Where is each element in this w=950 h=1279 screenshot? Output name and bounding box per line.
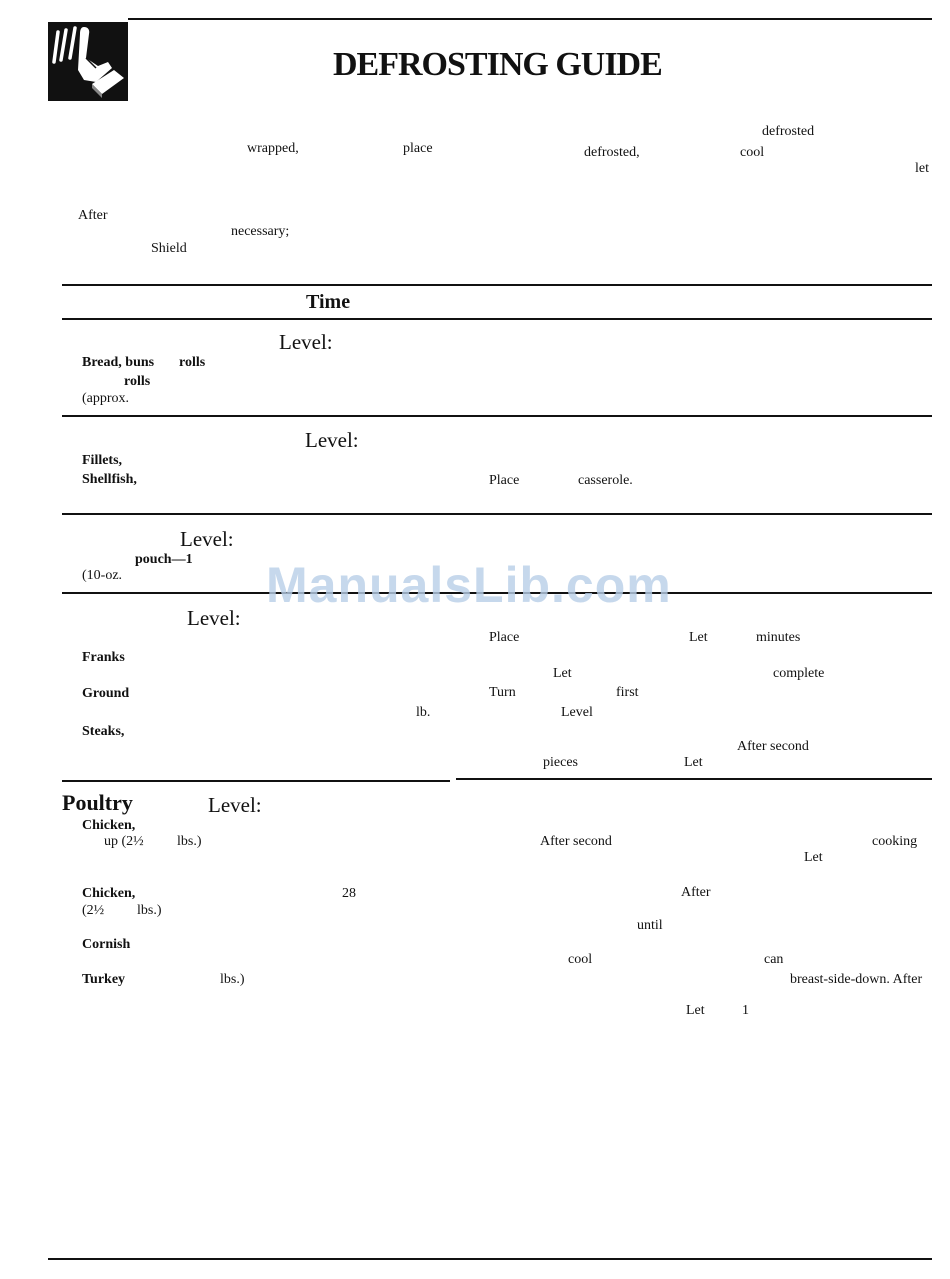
page-title: DEFROSTING GUIDE bbox=[333, 46, 662, 83]
poultry-level-label: Level: bbox=[208, 793, 262, 817]
section-rule bbox=[456, 778, 932, 780]
section-rule bbox=[62, 513, 932, 515]
poultry-text: until bbox=[637, 918, 663, 933]
top-rule bbox=[128, 18, 932, 20]
fish-level-label: Level: bbox=[305, 428, 359, 452]
poultry-text: Let bbox=[686, 1003, 705, 1018]
intro-text: necessary; bbox=[231, 224, 290, 239]
intro-text: place bbox=[403, 141, 433, 156]
meat-text: Let bbox=[684, 755, 703, 770]
poultry-item: lbs.) bbox=[220, 972, 245, 987]
poultry-text: can bbox=[764, 952, 784, 967]
poultry-text: cool bbox=[568, 952, 593, 967]
meat-text: complete bbox=[773, 666, 825, 681]
meat-text: pieces bbox=[543, 755, 578, 770]
intro-text: wrapped, bbox=[247, 141, 299, 156]
poultry-item: lbs.) bbox=[137, 903, 162, 918]
poultry-item: (2½ bbox=[82, 903, 105, 918]
intro-text: let bbox=[915, 161, 929, 176]
meat-text: Let bbox=[553, 666, 572, 681]
poultry-item: Chicken, bbox=[82, 886, 136, 901]
breads-level-label: Level: bbox=[279, 330, 333, 354]
intro-text: defrosted, bbox=[584, 145, 640, 160]
poultry-text: cooking bbox=[872, 834, 918, 849]
meat-item: Ground bbox=[82, 686, 130, 701]
meat-text: first bbox=[616, 685, 639, 700]
time-column-header: Time bbox=[306, 291, 351, 313]
intro-text: cool bbox=[740, 145, 765, 160]
meat-text: Level bbox=[561, 705, 593, 720]
meat-text: Let bbox=[689, 630, 708, 645]
section-rule bbox=[62, 415, 932, 417]
poultry-item: 28 bbox=[342, 886, 356, 901]
breads-item: rolls bbox=[179, 355, 206, 370]
intro-text: Shield bbox=[151, 241, 187, 256]
meat-text: minutes bbox=[756, 630, 801, 645]
vegetables-item: pouch—1 bbox=[135, 552, 193, 567]
poultry-heading: Poultry bbox=[62, 790, 133, 815]
meat-item: Steaks, bbox=[82, 724, 125, 739]
table-rule bbox=[62, 284, 932, 286]
breads-item: Bread, buns bbox=[82, 355, 155, 370]
meat-text: After second bbox=[737, 739, 809, 754]
meat-item: lb. bbox=[416, 705, 431, 720]
poultry-text: breast-side-down. After bbox=[790, 972, 923, 987]
breads-item: (approx. bbox=[82, 391, 130, 406]
fish-item: Shellfish, bbox=[82, 472, 137, 487]
section-rule bbox=[62, 780, 450, 782]
meat-text: Place bbox=[489, 630, 520, 645]
bottom-rule bbox=[48, 1258, 932, 1260]
poultry-text: After second bbox=[540, 834, 612, 849]
poultry-text: After bbox=[681, 885, 711, 900]
intro-text: defrosted bbox=[762, 124, 815, 139]
vegetables-level-label: Level: bbox=[180, 527, 234, 551]
hand-pressing-button-icon bbox=[48, 22, 128, 101]
poultry-text: Let bbox=[804, 850, 823, 865]
poultry-text: 1 bbox=[742, 1003, 749, 1018]
fish-text: Place bbox=[489, 473, 520, 488]
fish-item: Fillets, bbox=[82, 453, 123, 468]
poultry-item: Chicken, bbox=[82, 818, 136, 833]
meat-level-label: Level: bbox=[187, 606, 241, 630]
fish-text: casserole. bbox=[578, 473, 633, 488]
poultry-item: Cornish bbox=[82, 937, 131, 952]
meat-text: Turn bbox=[489, 685, 516, 700]
meat-item: Franks bbox=[82, 650, 125, 665]
poultry-item: up (2½ bbox=[104, 834, 144, 849]
poultry-item: lbs.) bbox=[177, 834, 202, 849]
watermark: ManualsLib.com bbox=[266, 557, 672, 613]
vegetables-item: (10-oz. bbox=[82, 568, 123, 583]
breads-item: rolls bbox=[124, 374, 151, 389]
poultry-item: Turkey bbox=[82, 972, 126, 987]
intro-text: After bbox=[78, 208, 108, 223]
table-rule bbox=[62, 318, 932, 320]
